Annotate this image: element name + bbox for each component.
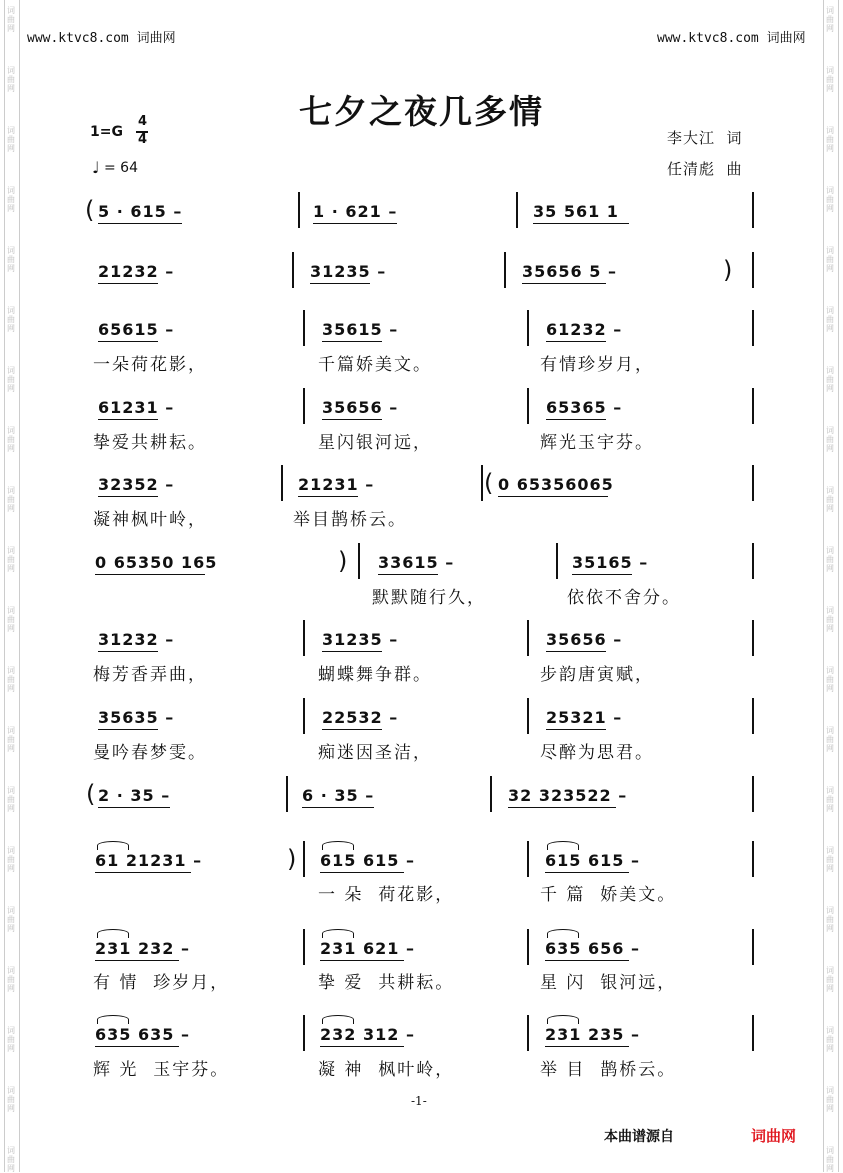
lyric-line: 曼吟春梦雯。 — [93, 743, 207, 763]
lyric-line: 挚 爱 共耕耘。 — [318, 973, 455, 993]
watermark-text: 词 曲 网 — [7, 6, 15, 33]
beam-line — [498, 496, 608, 497]
lyric-line: 有情珍岁月， — [540, 355, 654, 375]
bar-line — [303, 841, 305, 877]
right-watermark-strip — [823, 0, 839, 1172]
lyric-line: 举 目 鹊桥云。 — [540, 1060, 677, 1080]
watermark-text: 词 曲 网 — [826, 6, 834, 33]
beam-line — [98, 807, 170, 808]
slur-arc — [322, 1015, 354, 1024]
measure-notes: 231 621 – — [320, 939, 415, 958]
measure-notes: 21231 – — [298, 475, 375, 494]
bar-line — [752, 929, 754, 965]
measure-notes: 61 21231 – — [95, 851, 203, 870]
measure-notes: 615 615 – — [320, 851, 415, 870]
lyric-line: 一 朵 荷花影， — [318, 885, 455, 905]
bar-line — [358, 543, 360, 579]
bar-line — [303, 698, 305, 734]
bar-line — [281, 465, 283, 501]
brand-link[interactable]: 词曲网 — [751, 1127, 797, 1145]
bar-line — [752, 776, 754, 812]
beam-line — [302, 807, 374, 808]
slur-arc — [97, 1015, 129, 1024]
bar-line — [752, 1015, 754, 1051]
bar-line — [752, 310, 754, 346]
measure-notes: 232 312 – — [320, 1025, 415, 1044]
beam-line — [508, 807, 616, 808]
beam-line — [322, 729, 382, 730]
measure-notes: 231 235 – — [545, 1025, 640, 1044]
measure-notes: 31235 – — [310, 262, 387, 281]
open-paren: ( — [85, 196, 95, 224]
watermark-text: 词 曲 网 — [826, 606, 834, 633]
lyric-line: 凝神枫叶岭， — [93, 510, 207, 530]
lyric-line: 千 篇 娇美文。 — [540, 885, 677, 905]
watermark-text: 词 曲 网 — [826, 1146, 834, 1173]
measure-notes: 61231 – — [98, 398, 175, 417]
watermark-text: 词 曲 网 — [7, 846, 15, 873]
beam-line — [522, 283, 606, 284]
song-title: 七夕之夜几多情 — [299, 92, 544, 131]
watermark-text: 词 曲 网 — [7, 66, 15, 93]
bar-line — [752, 388, 754, 424]
watermark-text: 词 曲 网 — [7, 606, 15, 633]
watermark-text: 词 曲 网 — [7, 1086, 15, 1113]
bar-line — [752, 252, 754, 288]
measure-notes: 61232 – — [546, 320, 623, 339]
slur-arc — [97, 929, 129, 938]
beam-line — [320, 960, 404, 961]
beam-line — [98, 496, 158, 497]
watermark-text: 词 曲 网 — [826, 126, 834, 153]
bar-line — [516, 192, 518, 228]
beam-line — [98, 729, 158, 730]
watermark-text: 词 曲 网 — [826, 366, 834, 393]
site-label-left: www.ktvc8.com 词曲网 — [27, 31, 176, 46]
beam-line — [322, 651, 382, 652]
lyric-line: 挚爱共耕耘。 — [93, 433, 207, 453]
bar-line — [298, 192, 300, 228]
bar-line — [303, 310, 305, 346]
bar-line — [303, 929, 305, 965]
bar-line — [303, 1015, 305, 1051]
watermark-text: 词 曲 网 — [826, 666, 834, 693]
close-paren: ) — [287, 845, 297, 873]
measure-notes: 635 635 – — [95, 1025, 190, 1044]
beam-line — [98, 223, 182, 224]
time-signature-top: 4 — [138, 114, 148, 129]
lyric-line: 一朵荷花影， — [93, 355, 207, 375]
watermark-text: 词 曲 网 — [7, 246, 15, 273]
beam-line — [310, 283, 370, 284]
bar-line — [303, 388, 305, 424]
beam-line — [320, 872, 404, 873]
measure-notes: 0 65356065 — [498, 475, 614, 494]
watermark-text: 词 曲 网 — [7, 786, 15, 813]
measure-notes: 65365 – — [546, 398, 623, 417]
measure-notes: 21232 – — [98, 262, 175, 281]
key-signature: 1=G — [90, 124, 123, 140]
bar-line — [752, 620, 754, 656]
watermark-text: 词 曲 网 — [7, 666, 15, 693]
beam-line — [546, 651, 606, 652]
beam-line — [95, 872, 191, 873]
measure-notes: 32352 – — [98, 475, 175, 494]
watermark-text: 词 曲 网 — [826, 306, 834, 333]
bar-line — [527, 929, 529, 965]
measure-notes: 1 · 621 – — [313, 202, 398, 221]
bar-line — [527, 388, 529, 424]
measure-notes: 35656 – — [322, 398, 399, 417]
lyric-line: 痴迷因圣洁， — [318, 743, 432, 763]
watermark-text: 词 曲 网 — [7, 1026, 15, 1053]
watermark-text: 词 曲 网 — [7, 726, 15, 753]
bar-line — [292, 252, 294, 288]
measure-notes: 31235 – — [322, 630, 399, 649]
watermark-text: 词 曲 网 — [7, 186, 15, 213]
watermark-text: 词 曲 网 — [826, 906, 834, 933]
beam-line — [546, 419, 606, 420]
slur-arc — [322, 929, 354, 938]
source-label: 本曲谱源自 — [604, 1129, 674, 1145]
measure-notes: 22532 – — [322, 708, 399, 727]
beam-line — [298, 496, 358, 497]
watermark-text: 词 曲 网 — [7, 426, 15, 453]
bar-line — [752, 698, 754, 734]
close-paren: ) — [723, 256, 733, 284]
bar-line — [527, 310, 529, 346]
beam-line — [95, 960, 179, 961]
slur-arc — [547, 1015, 579, 1024]
measure-notes: 6 · 35 – — [302, 786, 375, 805]
measure-notes: 32 323522 – — [508, 786, 628, 805]
lyric-line: 星闪银河远， — [318, 433, 432, 453]
beam-line — [313, 223, 397, 224]
bar-line — [752, 465, 754, 501]
lyric-line: 步韵唐寅赋， — [540, 665, 654, 685]
measure-notes: 35615 – — [322, 320, 399, 339]
watermark-text: 词 曲 网 — [7, 966, 15, 993]
lyric-line: 凝 神 枫叶岭， — [318, 1060, 455, 1080]
beam-line — [95, 574, 205, 575]
bar-line — [303, 620, 305, 656]
beam-line — [322, 341, 382, 342]
watermark-text: 词 曲 网 — [826, 246, 834, 273]
measure-notes: 35635 – — [98, 708, 175, 727]
beam-line — [572, 574, 632, 575]
measure-notes: 33615 – — [378, 553, 455, 572]
beam-line — [378, 574, 438, 575]
close-paren: ) — [338, 547, 348, 575]
measure-notes: 2 · 35 – — [98, 786, 171, 805]
watermark-text: 词 曲 网 — [826, 1026, 834, 1053]
lyric-line: 举目鹊桥云。 — [293, 510, 407, 530]
measure-notes: 35656 5 – — [522, 262, 617, 281]
lyric-line: 辉光玉宇芬。 — [540, 433, 654, 453]
measure-notes: 25321 – — [546, 708, 623, 727]
lyricist: 李大江 词 — [667, 129, 743, 147]
site-label-right: www.ktvc8.com 词曲网 — [657, 31, 806, 46]
bar-line — [752, 192, 754, 228]
measure-notes: 35165 – — [572, 553, 649, 572]
beam-line — [320, 1046, 404, 1047]
bar-line — [490, 776, 492, 812]
watermark-text: 词 曲 网 — [7, 486, 15, 513]
measure-notes: 35656 – — [546, 630, 623, 649]
watermark-text: 词 曲 网 — [826, 966, 834, 993]
lyric-line: 千篇娇美文。 — [318, 355, 432, 375]
watermark-text: 词 曲 网 — [7, 906, 15, 933]
watermark-text: 词 曲 网 — [7, 306, 15, 333]
bar-line — [481, 465, 483, 501]
bar-line — [504, 252, 506, 288]
bar-line — [527, 620, 529, 656]
beam-line — [545, 872, 629, 873]
measure-notes: 615 615 – — [545, 851, 640, 870]
lyric-line: 有 情 珍岁月， — [93, 973, 230, 993]
open-paren: ( — [484, 469, 494, 497]
bar-line — [556, 543, 558, 579]
watermark-text: 词 曲 网 — [826, 786, 834, 813]
beam-line — [98, 283, 158, 284]
watermark-text: 词 曲 网 — [826, 486, 834, 513]
beam-line — [533, 223, 629, 224]
quarter-note-icon: ♩ — [92, 158, 100, 177]
beam-line — [322, 419, 382, 420]
lyric-line: 默默随行久， — [372, 588, 486, 608]
lyric-line: 尽醉为思君。 — [540, 743, 654, 763]
open-paren: ( — [86, 780, 96, 808]
watermark-text: 词 曲 网 — [826, 1086, 834, 1113]
bar-line — [527, 698, 529, 734]
bar-line — [752, 543, 754, 579]
lyric-line: 蝴蝶舞争群。 — [318, 665, 432, 685]
page-number: -1- — [411, 1094, 427, 1108]
left-watermark-strip — [4, 0, 20, 1172]
bar-line — [286, 776, 288, 812]
slur-arc — [97, 841, 129, 850]
lyric-line: 梅芳香弄曲， — [93, 665, 207, 685]
watermark-text: 词 曲 网 — [826, 546, 834, 573]
beam-line — [98, 651, 158, 652]
measure-notes: 635 656 – — [545, 939, 640, 958]
lyric-line: 依依不舍分。 — [567, 588, 681, 608]
lyric-line: 星 闪 银河远， — [540, 973, 677, 993]
beam-line — [545, 1046, 629, 1047]
beam-line — [546, 729, 606, 730]
watermark-text: 词 曲 网 — [826, 186, 834, 213]
composer: 任清彪 曲 — [667, 160, 743, 178]
bar-line — [527, 841, 529, 877]
lyric-line: 辉 光 玉宇芬。 — [93, 1060, 230, 1080]
beam-line — [95, 1046, 179, 1047]
watermark-text: 词 曲 网 — [7, 126, 15, 153]
watermark-text: 词 曲 网 — [7, 1146, 15, 1173]
slur-arc — [322, 841, 354, 850]
measure-notes: 0 65350 165 — [95, 553, 218, 572]
beam-line — [98, 419, 158, 420]
measure-notes: 65615 – — [98, 320, 175, 339]
measure-notes: 231 232 – — [95, 939, 190, 958]
bar-line — [527, 1015, 529, 1051]
beam-line — [546, 341, 606, 342]
slur-arc — [547, 841, 579, 850]
watermark-text: 词 曲 网 — [826, 66, 834, 93]
bar-line — [752, 841, 754, 877]
time-signature-bottom: 4 — [138, 132, 148, 147]
beam-line — [98, 341, 158, 342]
tempo-mark: = 64 — [104, 160, 138, 176]
measure-notes: 35 561 1 — [533, 202, 619, 221]
watermark-text: 词 曲 网 — [7, 546, 15, 573]
watermark-text: 词 曲 网 — [826, 426, 834, 453]
measure-notes: 5 · 615 – — [98, 202, 183, 221]
beam-line — [545, 960, 629, 961]
watermark-text: 词 曲 网 — [826, 726, 834, 753]
slur-arc — [547, 929, 579, 938]
watermark-text: 词 曲 网 — [826, 846, 834, 873]
watermark-text: 词 曲 网 — [7, 366, 15, 393]
measure-notes: 31232 – — [98, 630, 175, 649]
